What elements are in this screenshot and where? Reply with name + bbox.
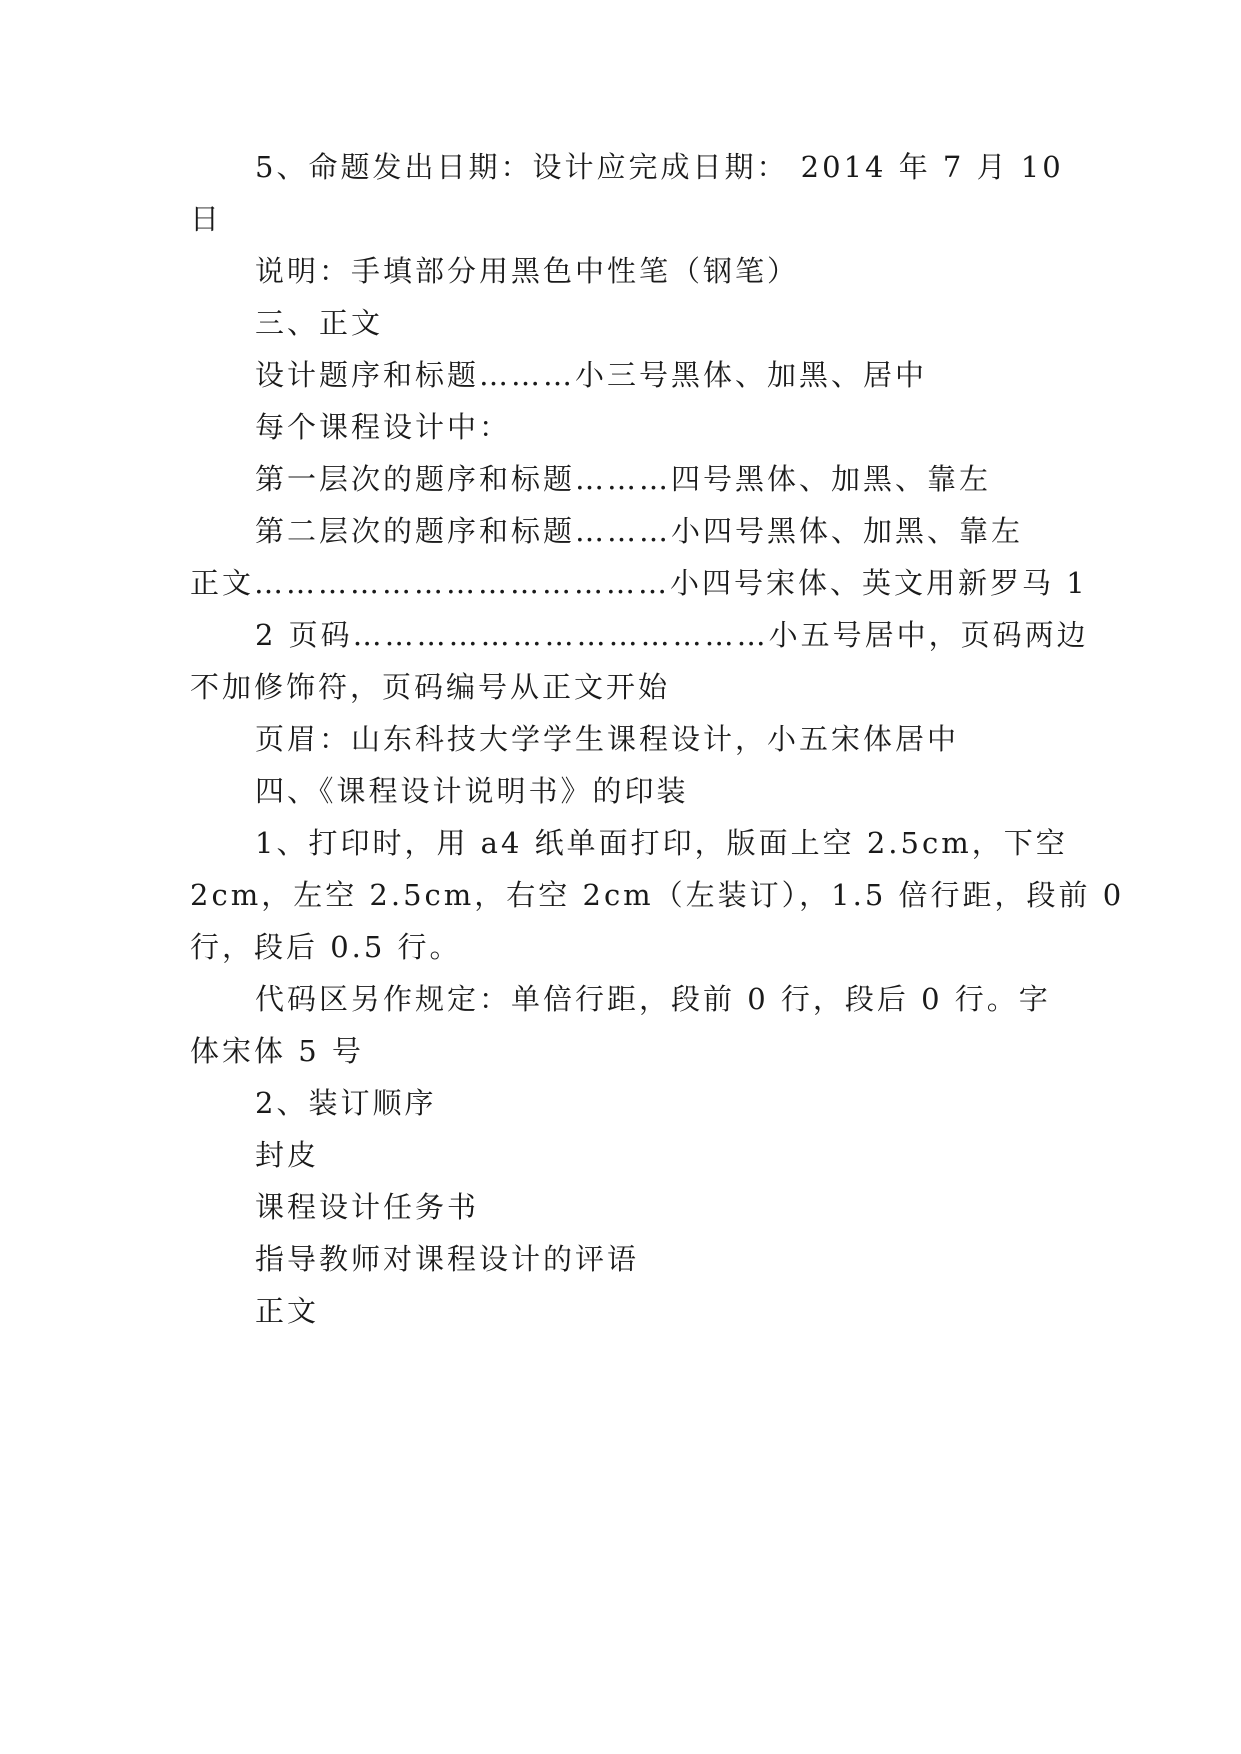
paragraph-title-format: 设计题序和标题………小三号黑体、加黑、居中 <box>255 358 928 392</box>
paragraph-printing-rules-continued: 2cm，左空 2.5cm，右空 2cm（左装订），1.5 倍行距，段前 0 <box>190 878 1125 912</box>
paragraph-body-format: 正文…………………………………小四号宋体、英文用新罗马 1 <box>190 566 1088 600</box>
list-item-cover: 封皮 <box>255 1138 320 1172</box>
paragraph-date-continued: 日 <box>190 202 223 236</box>
paragraph-code-area-rules: 代码区另作规定：单倍行距，段前 0 行，段后 0 行。字 <box>255 982 1051 1016</box>
paragraph-binding-order: 2、装订顺序 <box>255 1086 437 1120</box>
paragraph-header-format: 页眉：山东科技大学学生课程设计，小五宋体居中 <box>255 722 960 756</box>
paragraph-page-number-format: 2 页码…………………………………小五号居中，页码两边 <box>255 618 1089 652</box>
paragraph-level1-format: 第一层次的题序和标题………四号黑体、加黑、靠左 <box>255 462 992 496</box>
paragraph-date: 5、命题发出日期：设计应完成日期： 2014 年 7 月 10 <box>255 150 1064 184</box>
paragraph-code-area-rules-continued: 体宋体 5 号 <box>190 1034 364 1068</box>
paragraph-each-design: 每个课程设计中： <box>255 410 512 444</box>
paragraph-page-number-continued: 不加修饰符，页码编号从正文开始 <box>190 670 671 704</box>
list-item-teacher-comments: 指导教师对课程设计的评语 <box>255 1242 640 1276</box>
section-heading-main-text: 三、正文 <box>255 306 384 340</box>
paragraph-note: 说明：手填部分用黑色中性笔（钢笔） <box>255 254 800 288</box>
list-item-task-book: 课程设计任务书 <box>255 1190 480 1224</box>
list-item-main-text: 正文 <box>255 1294 320 1328</box>
paragraph-level2-format: 第二层次的题序和标题………小四号黑体、加黑、靠左 <box>255 514 1024 548</box>
paragraph-printing-rules: 1、打印时，用 a4 纸单面打印，版面上空 2.5cm，下空 <box>255 826 1068 860</box>
paragraph-printing-rules-end: 行，段后 0.5 行。 <box>190 930 462 964</box>
section-heading-printing: 四、《课程设计说明书》的印装 <box>255 774 689 808</box>
